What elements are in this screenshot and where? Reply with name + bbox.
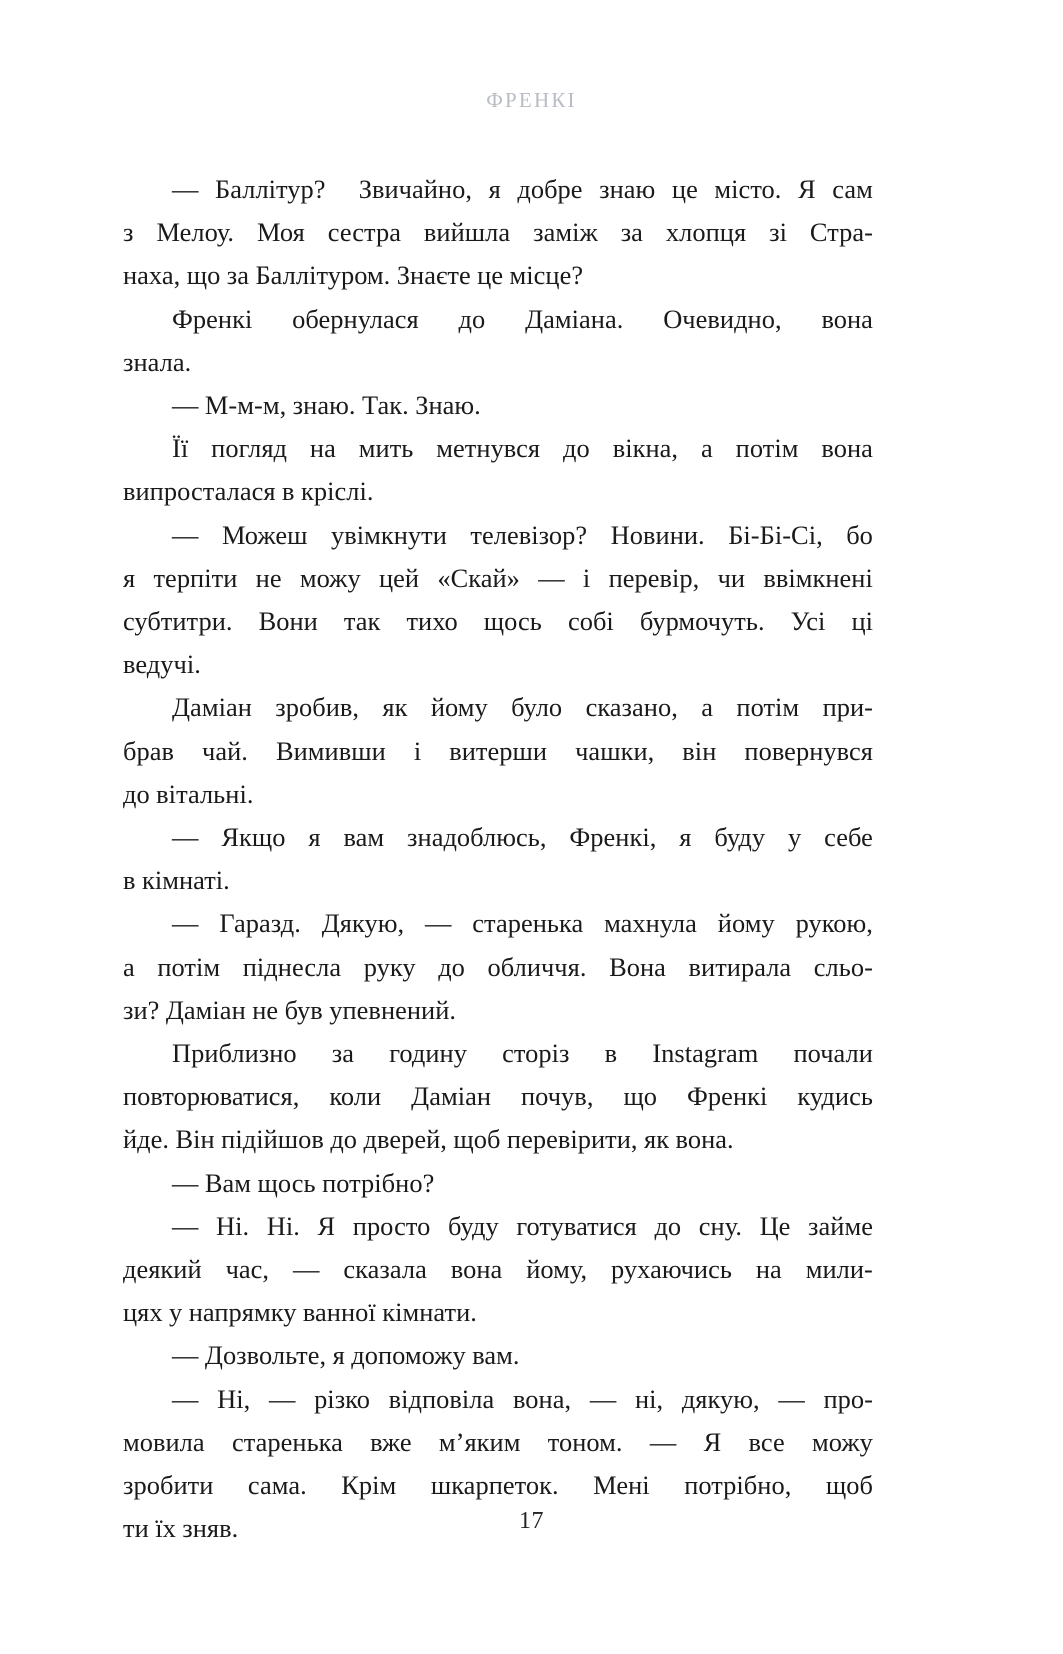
text-line: — Ні. Ні. Я просто буду готуватися до сну. Це займе (172, 1210, 873, 1241)
text-line: — Дозвольте, я допоможу вам. (172, 1340, 520, 1371)
text-line: в кімнаті. (123, 865, 230, 896)
text-line: випросталася в кріслі. (123, 476, 374, 507)
body-text (123, 168, 873, 1551)
text-line: мовила старенька вже м’яким тоном. — Я все можу (123, 1426, 873, 1457)
page-number: 17 (519, 1508, 544, 1534)
text-line: з Мелоу. Моя сестра вийшла заміж за хлопця зі Стра- (123, 217, 873, 248)
paragraph (123, 427, 873, 513)
paragraph (123, 514, 873, 687)
paragraph (123, 1032, 873, 1162)
paragraph (123, 1205, 873, 1335)
text-line: брав чай. Вимивши і витерши чашки, він повернувся (123, 735, 873, 766)
paragraph (123, 1334, 873, 1377)
text-line: деякий час, — сказала вона йому, рухаючись на мили- (123, 1254, 873, 1285)
text-line: — Якщо я вам знадоблюсь, Френкі, я буду у себе (172, 822, 873, 853)
text-line: до вітальні. (123, 778, 254, 809)
text-line: зробити сама. Крім шкарпеток. Мені потрібно, щоб (123, 1470, 873, 1501)
paragraph (123, 384, 873, 427)
text-line: знала. (123, 346, 192, 377)
paragraph (123, 816, 873, 902)
text-line: зи? Даміан не був упевнений. (123, 994, 457, 1025)
text-line: Френкі обернулася до Даміана. Очевидно, вона (172, 303, 873, 334)
paragraph (123, 1162, 873, 1205)
text-line: — Можеш увімкнути телевізор? Новини. Бі-Бі-Сі, бо (172, 519, 873, 550)
text-line: йде. Він підійшов до дверей, щоб перевірити, як вона. (123, 1124, 734, 1155)
text-line: я терпіти не можу цей «Скай» — і перевір, чи ввімкнені (123, 562, 873, 593)
text-line: ти їх зняв. (123, 1513, 239, 1544)
running-header: ФРЕНКІ (486, 88, 577, 112)
text-line: — Баллітур? Звичайно, я добре знаю це місто. Я сам (172, 174, 873, 204)
text-line: ведучі. (123, 649, 201, 680)
text-line: а потім піднесла руку до обличчя. Вона витирала сльо- (123, 951, 873, 982)
text-line: — Гаразд. Дякую, — старенька махнула йому рукою, (172, 908, 873, 939)
paragraph (123, 168, 873, 298)
text-line: повторюватися, коли Даміан почув, що Френкі кудись (123, 1081, 873, 1112)
text-line: Її погляд на мить метнувся до вікна, а потім вона (172, 433, 873, 464)
paragraph (123, 902, 873, 1032)
text-line: Приблизно за годину сторіз в Instagram почали (172, 1038, 873, 1069)
text-line: Даміан зробив, як йому було сказано, а потім при- (172, 692, 873, 723)
text-line: цях у напрямку ванної кімнати. (123, 1297, 477, 1328)
paragraph (123, 298, 873, 384)
text-line: наха, що за Баллітуром. Знаєте це місце? (123, 260, 584, 291)
text-line: — Ні, — різко відповіла вона, — ні, дякую, — про- (172, 1383, 873, 1414)
text-line: — Вам щось потрібно? (172, 1167, 435, 1198)
paragraph (123, 686, 873, 816)
text-line: субтитри. Вони так тихо щось собі бурмочуть. Усі ці (123, 606, 873, 637)
text-line: — М-м-м, знаю. Так. Знаю. (172, 390, 481, 421)
